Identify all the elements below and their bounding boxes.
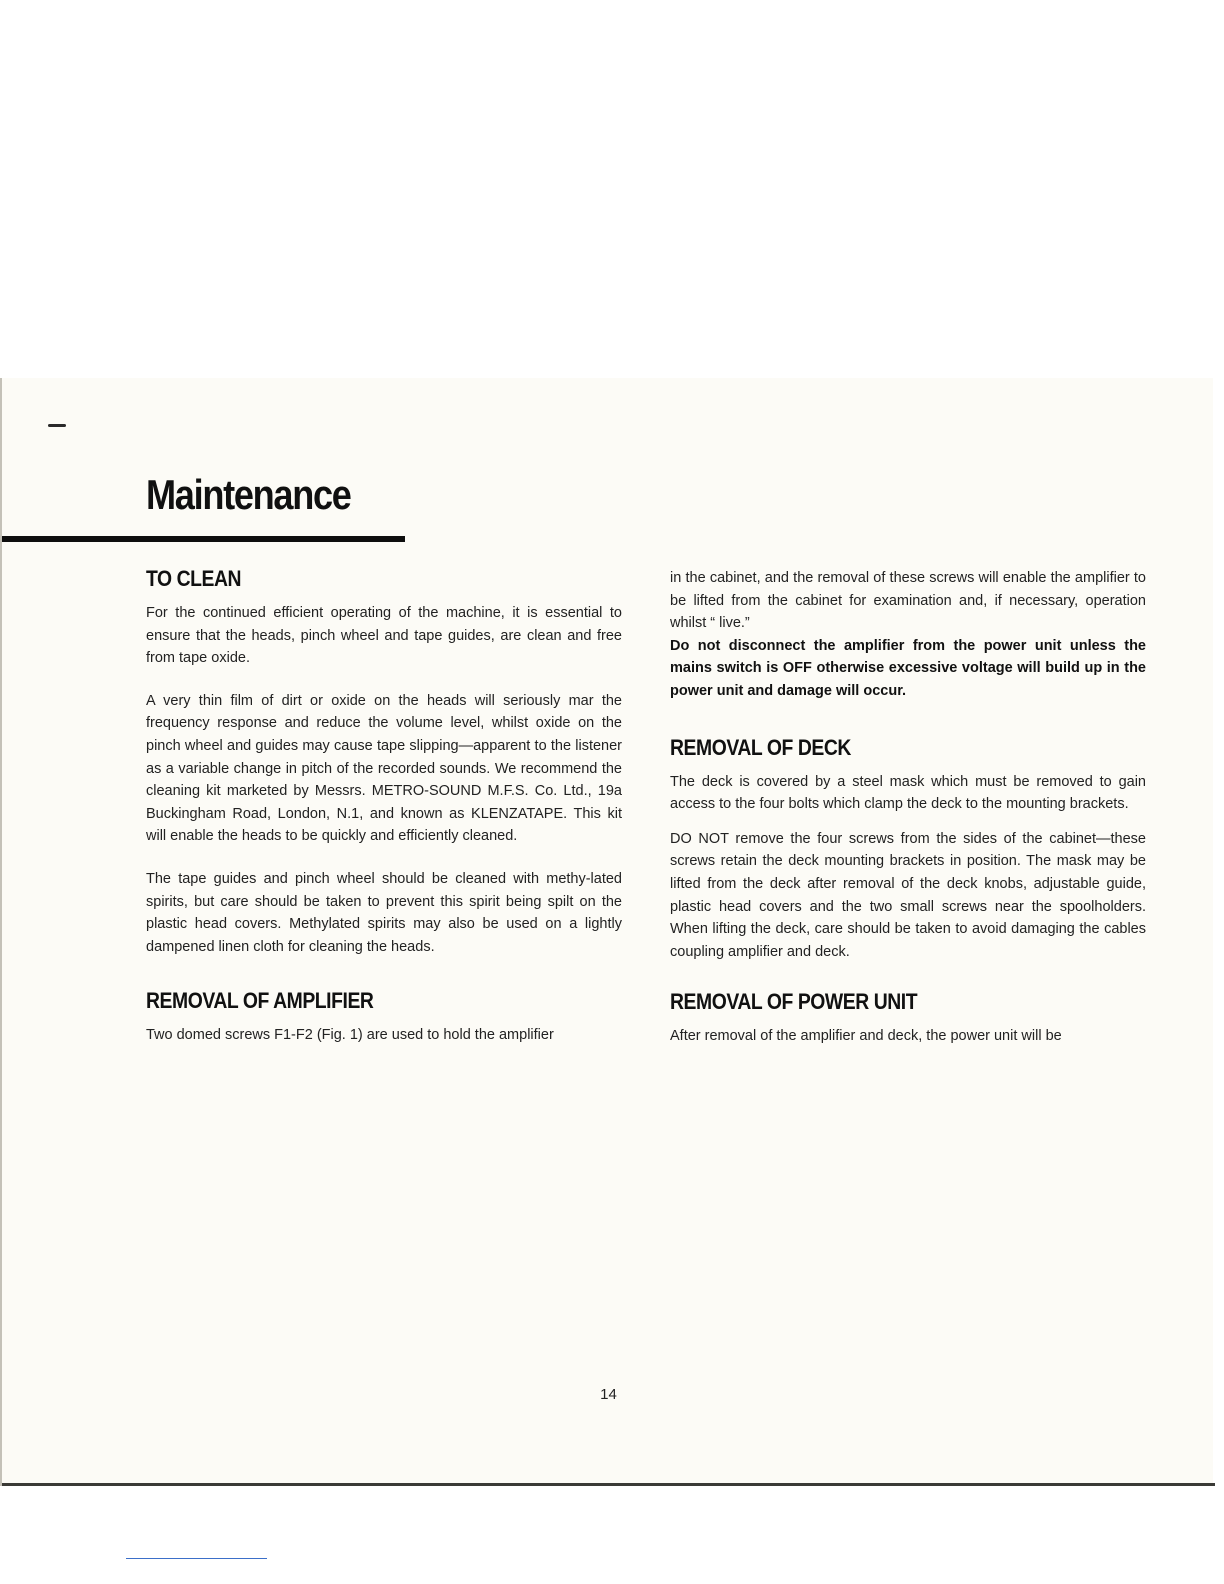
title-underline-rule <box>2 536 405 542</box>
right-column <box>670 567 1146 1060</box>
section-heading-removal-of-amplifier: REMOVAL OF AMPLIFIER <box>146 988 374 1014</box>
continued-amplifier-text: in the cabinet, and the removal of these screws will enable the amplifier to be lifted from the cabinet for examination and, if necessary, operation whilst “ live.” <box>670 570 1146 632</box>
removal-deck-paragraph-1: The deck is covered by a steel mask which must be removed to gain access to the four bolts which clamp the deck to the mounting brackets. <box>670 773 1146 813</box>
link-underline <box>126 1558 267 1559</box>
left-column <box>146 564 622 1059</box>
page-number: 14 <box>600 1386 617 1403</box>
section-heading-removal-of-power-unit: REMOVAL OF POWER UNIT <box>670 989 918 1015</box>
removal-deck-paragraph-2: DO NOT remove the four screws from the sides of the cabinet—these screws retain the deck mounting brackets in position. The mask may be lifted from the deck after removal of the deck knobs, adjustable guide, plastic head covers and the two small screws near the spoolholders. When lifting the deck, care should be taken to avoid damaging the cables coupling amplifier and deck. <box>670 830 1146 960</box>
to-clean-paragraph-1: For the continued efficient operating of the machine, it is essential to ensure that the heads, pinch wheel and tape guides, are clean and free from tape oxide. <box>146 605 622 667</box>
section-heading-to-clean: TO CLEAN <box>146 566 242 591</box>
to-clean-paragraph-2: A very thin film of dirt or oxide on the heads will seriously mar the frequency response and reduce the volume level, whilst oxide on the pinch wheel and guides may cause tape slipping—apparent to the listener as a variable change in pitch of the recorded sounds. We recommend the cleaning kit marketed by Messrs. METRO-SOUND M.F.S. Co. Ltd., 19a Buckingham Road, London, N.1, and known as KLENZATAPE. This kit will enable the heads to be quickly and efficiently cleaned. <box>146 692 622 845</box>
to-clean-paragraph-3: The tape guides and pinch wheel should be cleaned with methy-lated spirits, but care should be taken to prevent this spirit being spilt on the plastic head covers. Methylated spirits may also be used on a lightly dampened linen cloth for cleaning the heads. <box>146 870 622 955</box>
page-title: Maintenance <box>146 471 351 518</box>
removal-amplifier-text: Two domed screws F1-F2 (Fig. 1) are used to hold the amplifier <box>146 1027 554 1044</box>
removal-power-unit-text: After removal of the amplifier and deck, the power unit will be <box>670 1028 1062 1045</box>
section-heading-removal-of-deck: REMOVAL OF DECK <box>670 734 851 760</box>
power-unit-warning: Do not disconnect the amplifier from the power unit unless the mains switch is OFF otherwise excessive voltage will build up in the power unit and damage will occur. <box>670 637 1146 699</box>
corner-mark <box>48 424 66 427</box>
manual-page <box>0 378 1213 1486</box>
